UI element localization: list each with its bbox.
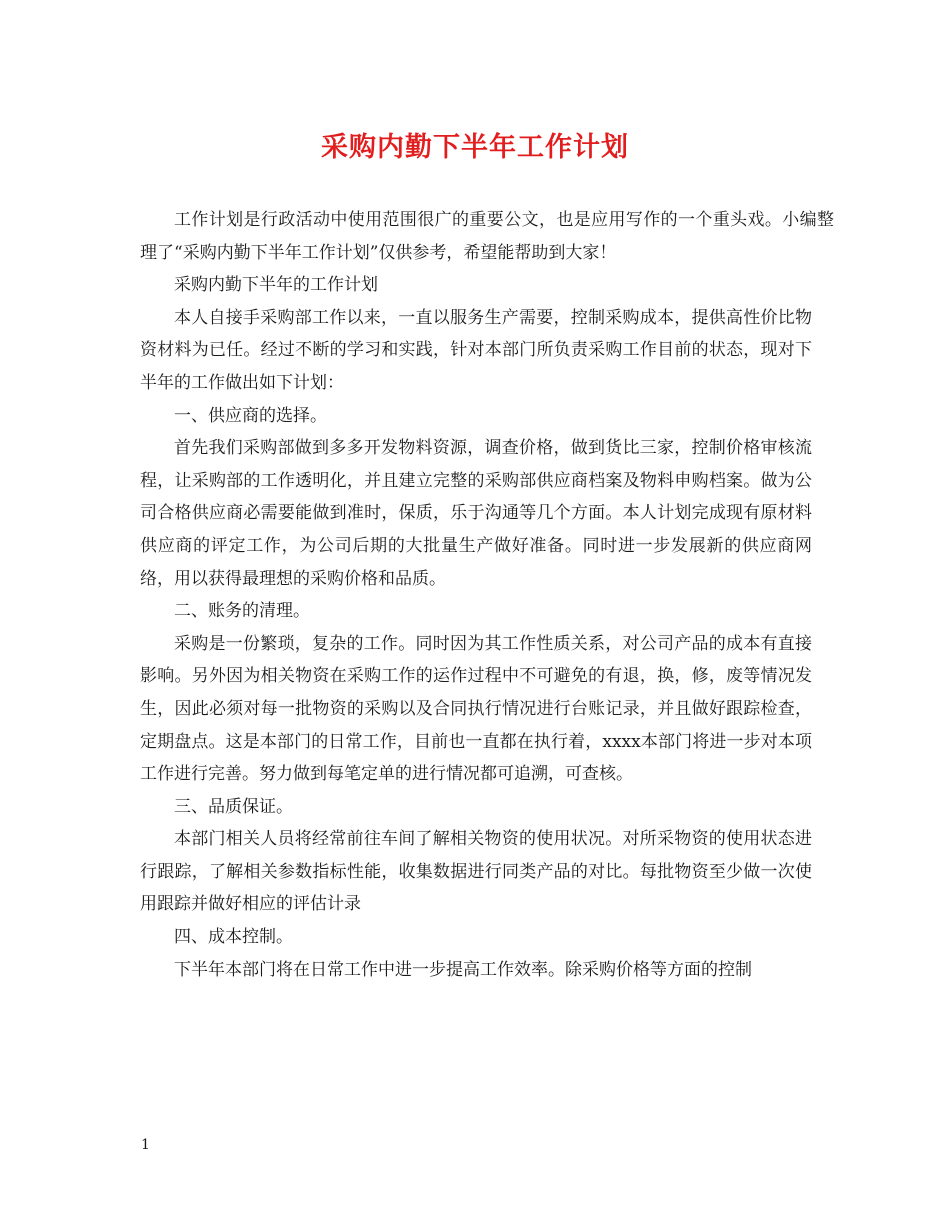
section-heading-cost: 四、成本控制。: [174, 927, 293, 948]
intro-paragraph: 工作计划是行政活动中使用范围很广的重要公文，也是应用写作的一个重头戏。小编整理了“采购内勤下半年工作计划”仅供参考，希望能帮助到大家！: [140, 210, 834, 263]
subtitle-paragraph: 采购内勤下半年的工作计划: [174, 275, 378, 296]
section-heading-quality: 三、品质保证。: [174, 796, 293, 817]
quality-paragraph: 本部门相关人员将经常前往车间了解相关物资的使用状况。对所采物资的使用状态进行跟踪，了解相关参数指标性能，收集数据进行同类产品的对比。每批物资至少做一次使用跟踪并做好相应的评估计录: [140, 829, 812, 915]
section-heading-accounts: 二、账务的清理。: [174, 601, 310, 622]
section-heading-suppliers: 一、供应商的选择。: [174, 405, 327, 426]
accounts-paragraph: 采购是一份繁琐，复杂的工作。同时因为其工作性质关系，对公司产品的成本有直接影响。另外因为相关物资在采购工作的运作过程中不可避免的有退，换，修，废等情况发生，因此必须对每一批物资的采购以及合同执行情况进行台账记录，并且做好跟踪检查，定期盘点。这是本部门的日常工作，目前也一直都在执行着，xxxx本部门将进一步对本项工作进行完善。努力做到每笔定单的进行情况都可追溯，可查核。: [140, 633, 812, 785]
document-title: 采购内勤下半年工作计划: [321, 132, 629, 163]
page-number: 1: [141, 1137, 150, 1153]
suppliers-paragraph: 首先我们采购部做到多多开发物料资源，调查价格，做到货比三家，控制价格审核流程，让采购部的工作透明化，并且建立完整的采购部供应商档案及物料申购档案。做为公司合格供应商必需要能做到准时，保质，乐于沟通等几个方面。本人计划完成现有原材料供应商的评定工作，为公司后期的大批量生产做好准备。同时进一步发展新的供应商网络，用以获得最理想的采购价格和品质。: [140, 438, 812, 589]
opening-paragraph: 本人自接手采购部工作以来，一直以服务生产需要，控制采购成本，提供高性价比物资材料为已任。经过不断的学习和实践，针对本部门所负责采购工作目前的状态，现对下半年的工作做出如下计划：: [140, 307, 812, 393]
document-body: [140, 204, 834, 986]
cost-paragraph: 下半年本部门将在日常工作中进一步提高工作效率。除采购价格等方面的控制: [174, 959, 752, 980]
